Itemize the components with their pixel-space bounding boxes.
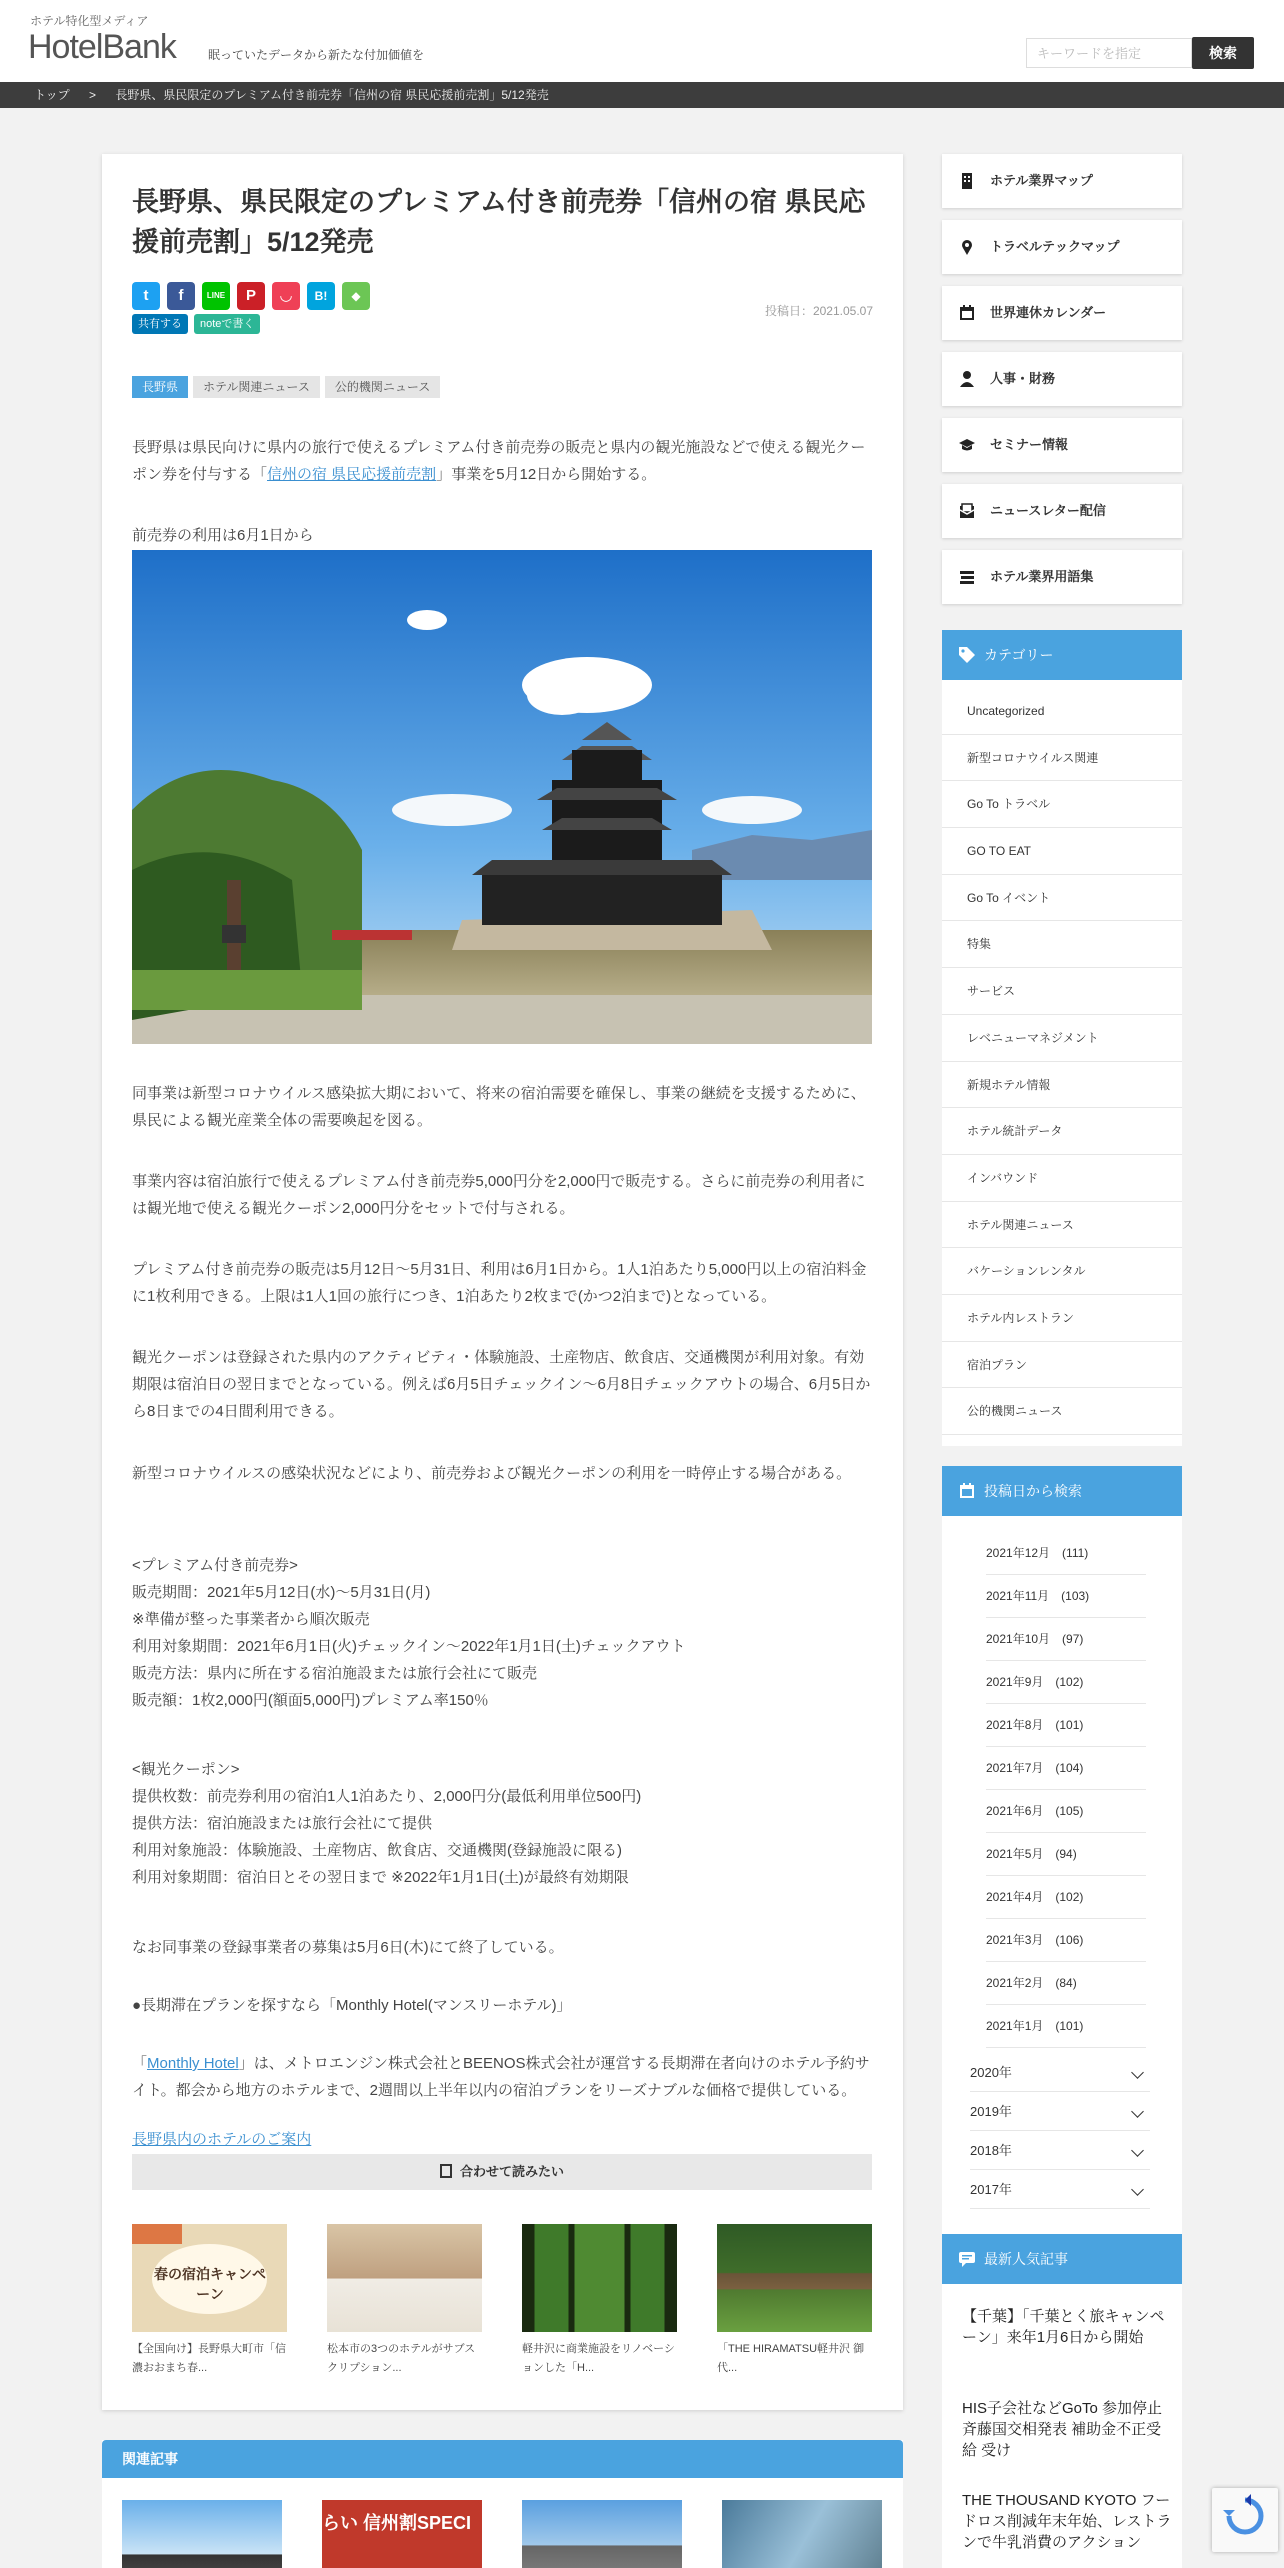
archive-item[interactable]: 2021年9月 (102) [986, 1661, 1146, 1704]
year-toggle-2017[interactable] [970, 2171, 1150, 2209]
detail-line: 提供方法：宿泊施設または旅行会社にて提供 [132, 1815, 433, 1832]
detail-line: 提供枚数：前売券利用の宿泊1人1泊あたり、2,000円分(最低利用単位500円) [132, 1788, 642, 1805]
search-input[interactable] [1026, 38, 1192, 68]
archive-item[interactable]: 2021年11月 (103) [986, 1575, 1146, 1618]
card-thumbnail [717, 2224, 872, 2332]
image-caption: 前売券の利用は6月1日から [132, 527, 314, 544]
category-item[interactable]: ホテル内レストラン [942, 1295, 1182, 1342]
category-item[interactable]: 新規ホテル情報 [942, 1062, 1182, 1109]
article-card [102, 154, 903, 2410]
article-paragraph: 事業内容は宿泊旅行で使えるプレミアム付き前売券5,000円分を2,000円で販売する。さらに前売券の利用者には観光地で使える観光クーポン2,000円分をセットで付与される。 [132, 1173, 866, 1217]
related-thumbnail[interactable] [322, 2500, 482, 2568]
nav-label: ホテル業界マップ [990, 173, 1093, 188]
detail-line: 利用対象施設：体験施設、土産物店、飲食店、交通機関(登録施設に限る) [132, 1842, 622, 1859]
related-articles [102, 2440, 903, 2568]
popular-heading [942, 2234, 1182, 2284]
category-item[interactable]: バケーションレンタル [942, 1248, 1182, 1295]
archive-heading [942, 1466, 1182, 1516]
map-pin-icon [958, 238, 976, 256]
archive-item[interactable]: 2021年8月 (101) [986, 1704, 1146, 1747]
related-thumbnail[interactable] [722, 2500, 882, 2568]
archive-item[interactable]: 2021年6月 (105) [986, 1790, 1146, 1833]
nav-label: トラベルテックマップ [990, 239, 1120, 254]
year-label: 2017年 [970, 2182, 1012, 2197]
newsletter-icon [958, 502, 976, 520]
detail-line: 販売額：1枚2,000円(額面5,000円)プレミアム率150％ [132, 1692, 489, 1709]
card-thumbnail [522, 2224, 677, 2332]
calendar-icon [958, 1482, 976, 1500]
chevron-down-icon [1131, 2105, 1144, 2118]
year-label: 2019年 [970, 2104, 1012, 2119]
nav-label: セミナー情報 [990, 437, 1069, 452]
category-item[interactable]: Go To イベント [942, 875, 1182, 922]
breadcrumb [0, 82, 1284, 108]
popular-heading-label: 最新人気記事 [984, 2251, 1068, 2267]
year-toggle-2019[interactable] [970, 2093, 1150, 2131]
category-item[interactable]: GO TO EAT [942, 828, 1182, 875]
category-item[interactable]: 新型コロナウイルス関連 [942, 735, 1182, 782]
post-date: 投稿日：2021.05.07 [764, 304, 873, 318]
nav-newsletter[interactable] [942, 484, 1182, 538]
note-share-button[interactable]: noteで書く [194, 314, 260, 334]
archive-item[interactable]: 2021年7月 (104) [986, 1747, 1146, 1790]
detail-line: <プレミアム付き前売券> [132, 1557, 298, 1574]
archive-item[interactable]: 2021年3月 (106) [986, 1919, 1146, 1962]
breadcrumb-current: 長野県、県民限定のプレミアム付き前売券「信州の宿 県民応援前売割」5/12発売 [115, 88, 549, 102]
line-share-button[interactable]: LINE [202, 282, 230, 310]
read-also-label: 合わせて読みたい [459, 2164, 564, 2179]
campaign-link[interactable]: 信州の宿 県民応援前売割 [267, 466, 437, 483]
detail-line: 利用対象期間：宿泊日とその翌日まで ※2022年1月1日(土)が最終有効期限 [132, 1869, 629, 1886]
nav-label: ホテル業界用語集 [990, 569, 1094, 584]
chevron-down-icon [1131, 2183, 1144, 2196]
popular-article-link[interactable]: THE THOUSAND KYOTO フードロス削減年末年始、レストランで牛乳消費のアクション [962, 2492, 1172, 2551]
year-label: 2020年 [970, 2065, 1012, 2080]
year-toggle-2018[interactable] [970, 2132, 1150, 2170]
share-buttons-secondary [132, 314, 266, 334]
matsumoto-castle-image [132, 550, 872, 1044]
card-thumbnail [327, 2224, 482, 2332]
nav-traveltech-map[interactable] [942, 220, 1182, 274]
article-paragraph: 同事業は新型コロナウイルス感染拡大期において、将来の宿泊需要を確保し、事業の継続を支援するために、県民による観光産業全体の需要喚起を図る。 [132, 1085, 866, 1129]
twitter-share-button[interactable]: t [132, 282, 160, 310]
article-paragraph [132, 434, 872, 488]
archive-item[interactable]: 2021年12月 (111) [986, 1532, 1146, 1575]
pocket-share-button[interactable]: ◡ [272, 282, 300, 310]
thumbnail-text: 春の宿泊キャンペーン [154, 2266, 266, 2302]
related-thumbnail[interactable] [522, 2500, 682, 2568]
books-icon [958, 568, 976, 586]
nav-label: 世界連休カレンダー [990, 305, 1107, 320]
archive-item[interactable]: 2021年2月 (84) [986, 1962, 1146, 2005]
popular-article-link[interactable]: 【千葉】「千葉とく旅キャンペーン」来年1月6日から開始 [962, 2308, 1165, 2346]
year-toggle-2020[interactable] [970, 2054, 1150, 2092]
nav-holiday-calendar[interactable] [942, 286, 1182, 340]
tag-icon [958, 646, 976, 664]
site-subtitle: 眠っていたデータから新たな付加価値を [208, 48, 425, 62]
category-item[interactable]: ホテル統計データ [942, 1108, 1182, 1155]
feedly-share-button[interactable]: ◆ [342, 282, 370, 310]
article-paragraph: ●長期滞在プランを探すなら「Monthly Hotel(マンスリーホテル)」 [132, 1997, 572, 2014]
detail-line: 利用対象期間：2021年6月1日(火)チェックイン～2022年1月1日(土)チェックアウト [132, 1638, 686, 1655]
popular-panel [942, 2234, 1182, 2568]
paragraph-text: 長野県は県民向けに県内の旅行で使えるプレミアム付き前売券の販売と県内の観光施設などで使える観光クーポン券を付与する「 [132, 439, 866, 483]
category-item[interactable]: ホテル関連ニュース [942, 1202, 1182, 1249]
graduation-cap-icon [958, 436, 976, 454]
site-tagline: ホテル特化型メディア [30, 14, 149, 28]
thumbnail-text: らい 信州割SPECI [322, 2513, 472, 2533]
coupon-details [132, 1756, 872, 1891]
archive-heading-label: 投稿日から検索 [984, 1483, 1082, 1499]
paragraph-text: 「 [132, 2055, 148, 2072]
chevron-down-icon [1131, 2066, 1144, 2079]
recommended-card[interactable] [132, 2224, 287, 2378]
archive-item[interactable]: 2021年10月 (97) [986, 1618, 1146, 1661]
year-label: 2018年 [970, 2143, 1012, 2158]
category-heading-label: カテゴリー [984, 647, 1054, 663]
article-paragraph: 新型コロナウイルスの感染状況などにより、前売券および観光クーポンの利用を一時停止する場合がある。 [132, 1465, 852, 1482]
nav-label: 人事・財務 [990, 371, 1056, 386]
archive-item[interactable]: 2021年5月 (94) [986, 1833, 1146, 1876]
hatena-share-button[interactable]: B! [307, 282, 335, 310]
archive-item[interactable]: 2021年4月 (102) [986, 1876, 1146, 1919]
breadcrumb-separator: > [88, 88, 96, 102]
person-icon [958, 370, 976, 388]
chevron-down-icon [1131, 2144, 1144, 2157]
recommended-card[interactable] [522, 2224, 677, 2378]
detail-line: ※準備が整った事業者から順次販売 [132, 1611, 370, 1628]
recaptcha-badge[interactable] [1212, 2488, 1278, 2552]
paragraph-text: 」事業を5月12日から開始する。 [436, 466, 657, 483]
related-heading: 関連記事 [102, 2440, 903, 2478]
detail-line: 販売方法：県内に所在する宿泊施設または旅行会社にて販売 [132, 1665, 538, 1682]
archive-item[interactable]: 2021年1月 (101) [986, 2005, 1146, 2048]
share-buttons [132, 282, 377, 310]
article-paragraph: プレミアム付き前売券の販売は5月12日～5月31日、利用は6月1日から。1人1泊あたり5,000円以上の宿泊料金に1枚利用できる。上限は1人1回の旅行につき、1泊あたり2枚まで(かつ2泊まで)となっている。 [132, 1261, 867, 1305]
tag-public-news[interactable]: 公的機関ニュース [325, 376, 440, 398]
site-header [0, 0, 1284, 82]
category-item[interactable]: Uncategorized [942, 688, 1182, 735]
article-tags [132, 376, 445, 398]
tag-hotel-news[interactable]: ホテル関連ニュース [193, 376, 320, 398]
tag-nagano[interactable]: 長野県 [132, 376, 188, 398]
premium-ticket-details [132, 1552, 872, 1714]
category-item[interactable]: サービス [942, 968, 1182, 1015]
detail-line: 販売期間：2021年5月12日(水)～5月31日(月) [132, 1584, 431, 1601]
search-button[interactable]: 検索 [1192, 37, 1254, 69]
recaptcha-icon [1212, 2488, 1278, 2552]
category-item[interactable]: 公的機関ニュース [942, 1388, 1182, 1435]
card-title: 軽井沢に商業施設をリノベーションした「H... [522, 2343, 675, 2374]
article-paragraph [132, 2050, 872, 2104]
category-item[interactable]: Go To トラベル [942, 781, 1182, 828]
detail-line: <観光クーポン> [132, 1761, 240, 1778]
castle-photo [132, 550, 872, 1044]
category-item[interactable]: 宿泊プラン [942, 1342, 1182, 1389]
card-thumbnail [132, 2224, 287, 2332]
breadcrumb-home[interactable]: トップ [34, 88, 70, 102]
linkedin-share-button[interactable]: 共有する [132, 314, 188, 334]
popular-article-link[interactable]: HIS子会社などGoTo 参加停止 斉藤国交相発表 補助金不正受給 受け [962, 2400, 1163, 2459]
paragraph-text: 」は、メトロエンジン株式会社とBEENOS株式会社が運営する長期滞在者向けのホテル予約サイト。都会から地方のホテルまで、2週間以上半年以内の宿泊プランをリーズナブルな価格で提供している。 [132, 2055, 870, 2099]
nav-label: ニュースレター配信 [990, 503, 1106, 518]
chat-icon [958, 2250, 976, 2268]
category-heading [942, 630, 1182, 680]
article-paragraph: 観光クーポンは登録された県内のアクティビティ・体験施設、土産物店、飲食店、交通機関が利用対象。有効期限は宿泊日の翌日までとなっている。例えば6月5日チェックイン～6月8日チェックアウトの場合、6月5日から8日までの4日間利用できる。 [132, 1349, 871, 1420]
read-also-heading [132, 2154, 872, 2190]
recommended-card[interactable] [717, 2224, 872, 2378]
site-logo[interactable]: HotelBank [28, 28, 176, 66]
calendar-icon [958, 304, 976, 322]
related-thumbnail[interactable] [122, 2500, 282, 2568]
facebook-share-button[interactable]: f [167, 282, 195, 310]
article-paragraph: なお同事業の登録事業者の募集は5月6日(木)にて終了している。 [132, 1939, 564, 1956]
category-item[interactable]: レベニューマネジメント [942, 1015, 1182, 1062]
article-title: 長野県、県民限定のプレミアム付き前売券「信州の宿 県民応援前売割」5/12発売 [132, 187, 866, 257]
recommended-card[interactable] [327, 2224, 482, 2378]
category-item[interactable]: 特集 [942, 921, 1182, 968]
card-title: 【全国向け】長野県大町市「信濃おおまち春... [132, 2343, 286, 2374]
nav-glossary[interactable] [942, 550, 1182, 604]
article-paragraph [132, 2126, 872, 2153]
monthly-hotel-link[interactable]: Monthly Hotel [147, 2055, 239, 2072]
document-icon [440, 2164, 452, 2178]
card-title: 「THE HIRAMATSU軽井沢 御代... [717, 2343, 865, 2374]
archive-panel [942, 1466, 1182, 2350]
building-icon [958, 172, 976, 190]
nav-hotel-industry-map[interactable] [942, 154, 1182, 208]
category-list [942, 680, 1182, 1435]
nagano-hotels-link[interactable]: 長野県内のホテルのご案内 [132, 2131, 312, 2148]
nav-seminar[interactable] [942, 418, 1182, 472]
nav-hr-finance[interactable] [942, 352, 1182, 406]
category-item[interactable]: インバウンド [942, 1155, 1182, 1202]
pinterest-share-button[interactable]: P [237, 282, 265, 310]
category-panel [942, 630, 1182, 1446]
card-title: 松本市の3つのホテルがサブスクリプション... [327, 2343, 476, 2374]
